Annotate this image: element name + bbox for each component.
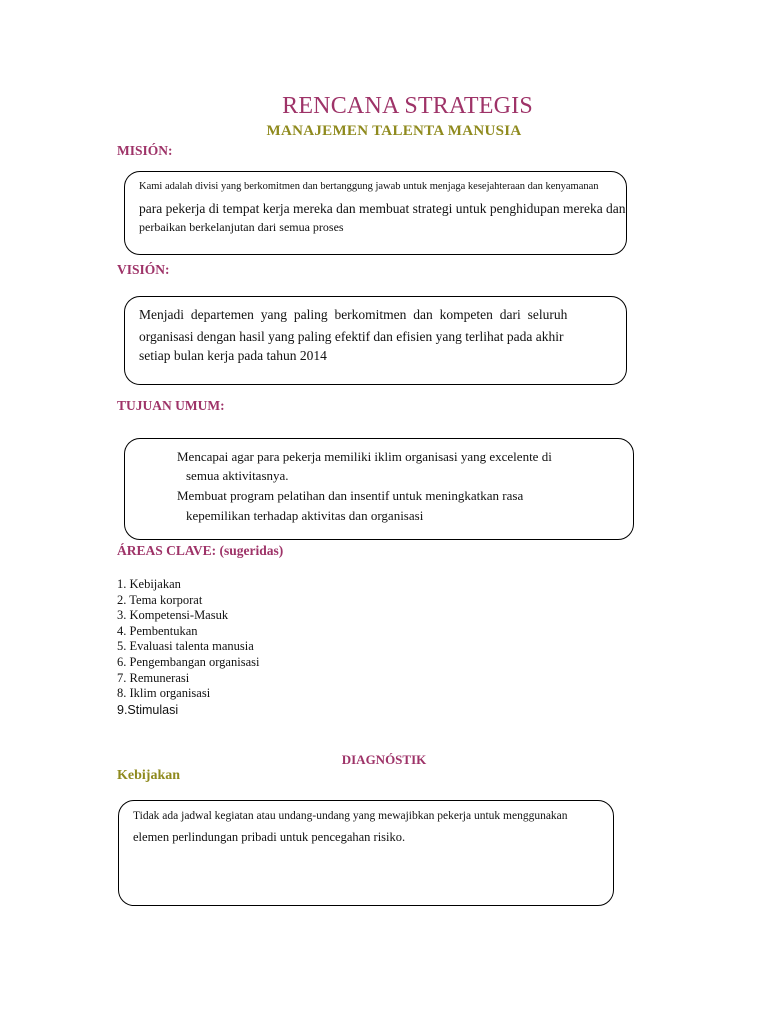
mision-heading: MISIÓN:: [117, 143, 173, 158]
document-title: RENCANA STRATEGIS: [282, 93, 533, 119]
tujuan-umum-heading: TUJUAN UMUM:: [117, 398, 225, 413]
tujuan-item-2: [163, 488, 523, 504]
vision-line-1: Menjadi departemen yang paling berkomitmen dan kompeten dari seluruh: [139, 307, 568, 322]
vision-line-3: setiap bulan kerja pada tahun 2014: [139, 348, 327, 363]
vision-heading: VISIÓN:: [117, 262, 170, 277]
mision-line-2: para pekerja di tempat kerja mereka dan membuat strategi untuk penghidupan mereka dan: [139, 201, 626, 216]
tujuan-item-2-line-1: Membuat program pelatihan dan insentif untuk meningkatkan rasa: [177, 488, 524, 503]
area-item: 5. Evaluasi talenta manusia: [117, 639, 254, 653]
tujuan-item-1-line-2: semua aktivitasnya.: [186, 468, 289, 483]
area-item: 3. Kompetensi-Masuk: [117, 608, 229, 622]
mision-box: [124, 171, 627, 255]
mision-line-3: perbaikan berkelanjutan dari semua proses: [139, 220, 344, 234]
document-subtitle: MANAJEMEN TALENTA MANUSIA: [266, 123, 522, 139]
areas-clave-heading: ÁREAS CLAVE: (sugeridas): [117, 543, 284, 558]
vision-line-2: organisasi dengan hasil yang paling efektif dan efisien yang terlihat pada akhir: [139, 329, 564, 344]
diagnostik-heading: DIAGNÓSTIK: [341, 752, 427, 767]
area-item: 8. Iklim organisasi: [117, 686, 211, 700]
diagnostik-subheading: Kebijakan: [117, 768, 181, 783]
tujuan-item-2-line-2: kepemilikan terhadap aktivitas dan organisasi: [186, 508, 424, 523]
area-item: 7. Remunerasi: [117, 671, 190, 685]
mision-line-1: Kami adalah divisi yang berkomitmen dan bertanggung jawab untuk menjaga kesejahteraan dan kenyamanan: [139, 181, 599, 192]
tujuan-item-1-line-1: Mencapai agar para pekerja memiliki iklim organisasi yang excelente di: [177, 449, 552, 464]
area-item: 1. Kebijakan: [117, 577, 181, 591]
diagnostik-line-2: elemen perlindungan pribadi untuk pencegahan risiko.: [133, 830, 406, 844]
diagnostik-box: [118, 800, 614, 906]
area-item: 9.Stimulasi: [117, 703, 179, 717]
area-item: 4. Pembentukan: [117, 624, 198, 638]
tujuan-item-1: [163, 449, 552, 465]
tujuan-umum-box: [124, 438, 634, 540]
area-item: 6. Pengembangan organisasi: [117, 655, 260, 669]
area-item: 2. Tema korporat: [117, 593, 203, 607]
diagnostik-line-1: Tidak ada jadwal kegiatan atau undang-undang yang mewajibkan pekerja untuk menggunakan: [133, 810, 568, 822]
vision-box: [124, 296, 627, 385]
